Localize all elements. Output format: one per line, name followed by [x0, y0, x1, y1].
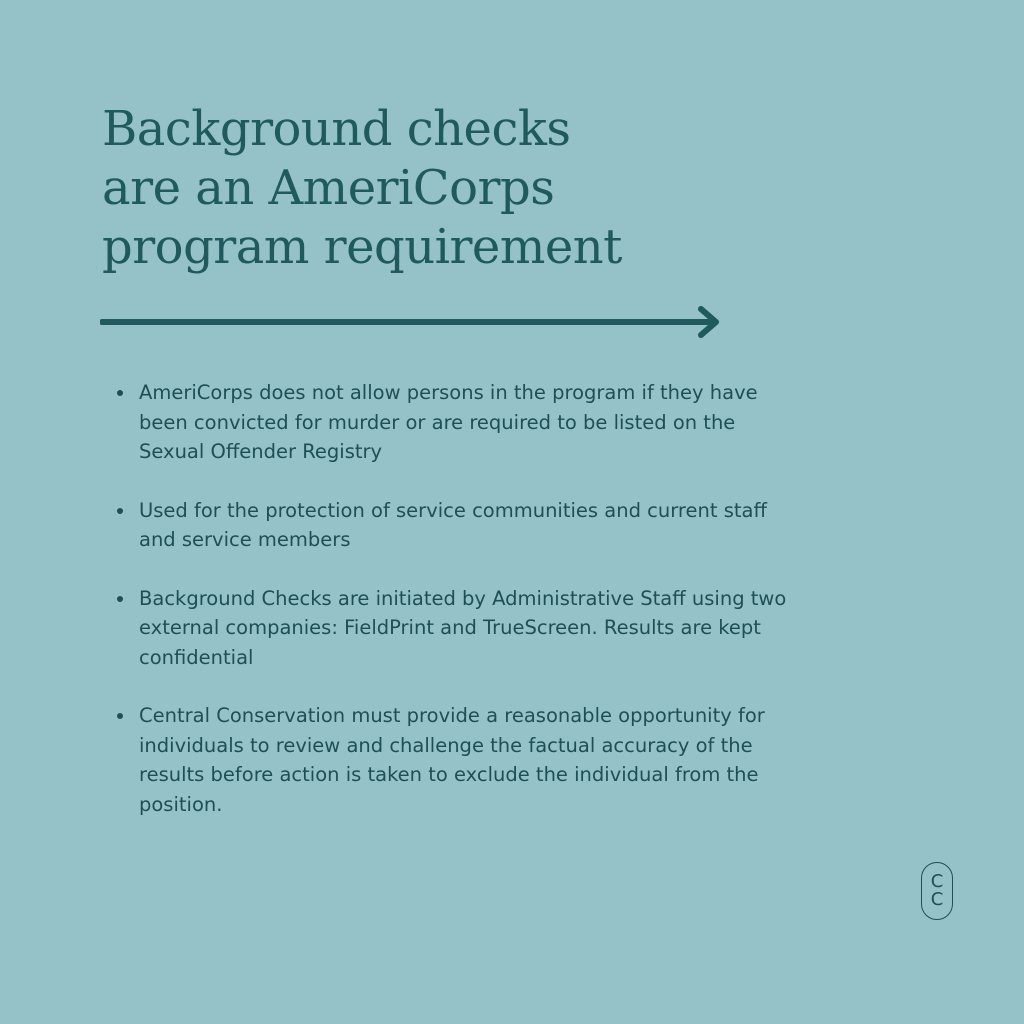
list-item: [112, 496, 792, 555]
page-title: [102, 100, 742, 277]
logo-letter-bottom: C: [930, 889, 944, 910]
list-item: [112, 378, 792, 467]
title-line-2: are an AmeriCorps: [102, 160, 555, 216]
title-line-1: Background checks: [102, 101, 571, 157]
logo-letter-top: C: [930, 871, 944, 892]
bullet-dot-icon: [117, 596, 123, 602]
bullet-list: [112, 378, 792, 848]
bullet-text: Used for the protection of service communities and current staff and service members: [139, 498, 767, 551]
title-line-3: program requirement: [102, 219, 622, 275]
cc-logo: [921, 862, 953, 920]
bullet-dot-icon: [117, 390, 123, 396]
right-arrow-icon: [100, 304, 726, 340]
bullet-dot-icon: [117, 508, 123, 514]
bullet-text: AmeriCorps does not allow persons in the program if they have been convicted for murder or are required to be listed on the Sexual Offender Registry: [139, 381, 758, 463]
bullet-text: Background Checks are initiated by Administrative Staff using two external companies: FieldPrint and TrueScreen. Results are kept confidential: [139, 586, 787, 669]
list-item: [112, 584, 792, 673]
bullet-text: Central Conservation must provide a reasonable opportunity for individuals to review and challenge the factual accuracy of the results before action is taken to exclude the individual from the position.: [139, 704, 765, 816]
list-item: [112, 701, 792, 819]
bullet-dot-icon: [117, 713, 123, 719]
